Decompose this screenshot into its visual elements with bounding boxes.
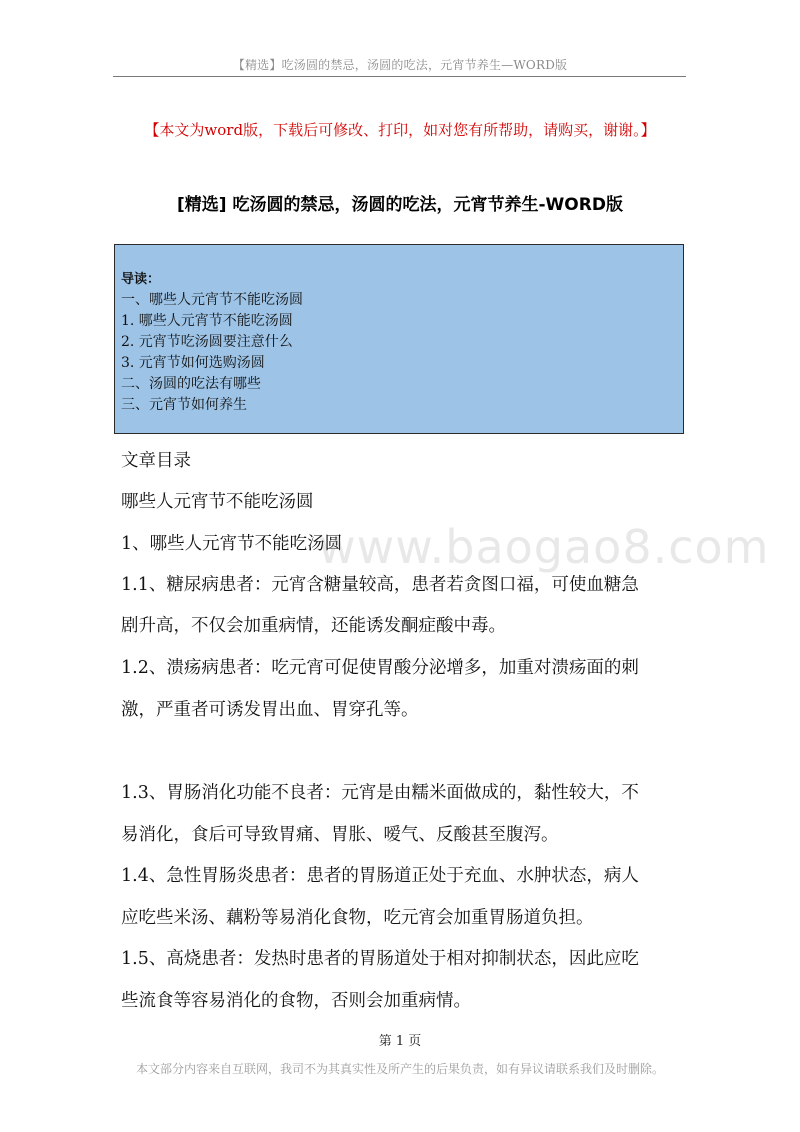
word-version-notice: 【本文为word版，下载后可修改、打印，如对您有所帮助，请购买，谢谢。】 bbox=[144, 121, 656, 139]
page-number: 第 1 页 bbox=[378, 1034, 422, 1049]
paragraph-line: 1.4、急性胃肠炎患者：患者的胃肠道正处于充血、水肿状态，病人 bbox=[121, 866, 639, 886]
guide-item: 二、汤圆的吃法有哪些 bbox=[121, 376, 261, 392]
paragraph-line: 1.1、糖尿病患者：元宵含糖量较高，患者若贪图口福，可使血糖急 bbox=[121, 575, 639, 595]
document-title: [精选] 吃汤圆的禁忌，汤圆的吃法，元宵节养生-WORD版 bbox=[177, 195, 623, 215]
paragraph-line: 些流食等容易消化的食物，否则会加重病情。 bbox=[121, 991, 471, 1011]
paragraph-line: 易消化，食后可导致胃痛、胃胀、嗳气、反酸甚至腹泻。 bbox=[121, 825, 559, 845]
guide-item: 一、哪些人元宵节不能吃汤圆 bbox=[121, 292, 303, 308]
guide-item: 三、元宵节如何养生 bbox=[121, 397, 247, 413]
section-heading: 哪些人元宵节不能吃汤圆 bbox=[121, 492, 314, 512]
subsection-heading: 1、哪些人元宵节不能吃汤圆 bbox=[121, 534, 343, 554]
site-watermark: www.baogao8.com bbox=[318, 520, 770, 574]
paragraph-line: 应吃些米汤、藕粉等易消化食物，吃元宵会加重胃肠道负担。 bbox=[121, 908, 594, 928]
guide-heading: 导读： bbox=[121, 272, 161, 287]
header-divider bbox=[113, 76, 686, 77]
guide-item: 2. 元宵节吃汤圆要注意什么 bbox=[121, 334, 293, 350]
guide-item: 1. 哪些人元宵节不能吃汤圆 bbox=[121, 313, 293, 329]
paragraph-line: 1.3、胃肠消化功能不良者：元宵是由糯米面做成的，黏性较大，不 bbox=[121, 783, 639, 803]
guide-box bbox=[114, 244, 684, 434]
running-header: 【精选】吃汤圆的禁忌，汤圆的吃法，元宵节养生—WORD版 bbox=[232, 58, 568, 72]
footer-disclaimer: 本文部分内容来自互联网，我司不为其真实性及所产生的后果负责，如有异议请联系我们及时删除。 bbox=[135, 1062, 664, 1076]
guide-item: 3. 元宵节如何选购汤圆 bbox=[121, 355, 265, 371]
paragraph-line: 1.2、溃疡病患者：吃元宵可促使胃酸分泌增多，加重对溃疡面的刺 bbox=[121, 658, 639, 678]
paragraph-line: 1.5、高烧患者：发热时患者的胃肠道处于相对抑制状态，因此应吃 bbox=[121, 949, 639, 969]
toc-heading: 文章目录 bbox=[121, 451, 191, 471]
paragraph-line: 激，严重者可诱发胃出血、胃穿孔等。 bbox=[121, 700, 419, 720]
paragraph-line: 剧升高，不仅会加重病情，还能诱发酮症酸中毒。 bbox=[121, 616, 506, 636]
